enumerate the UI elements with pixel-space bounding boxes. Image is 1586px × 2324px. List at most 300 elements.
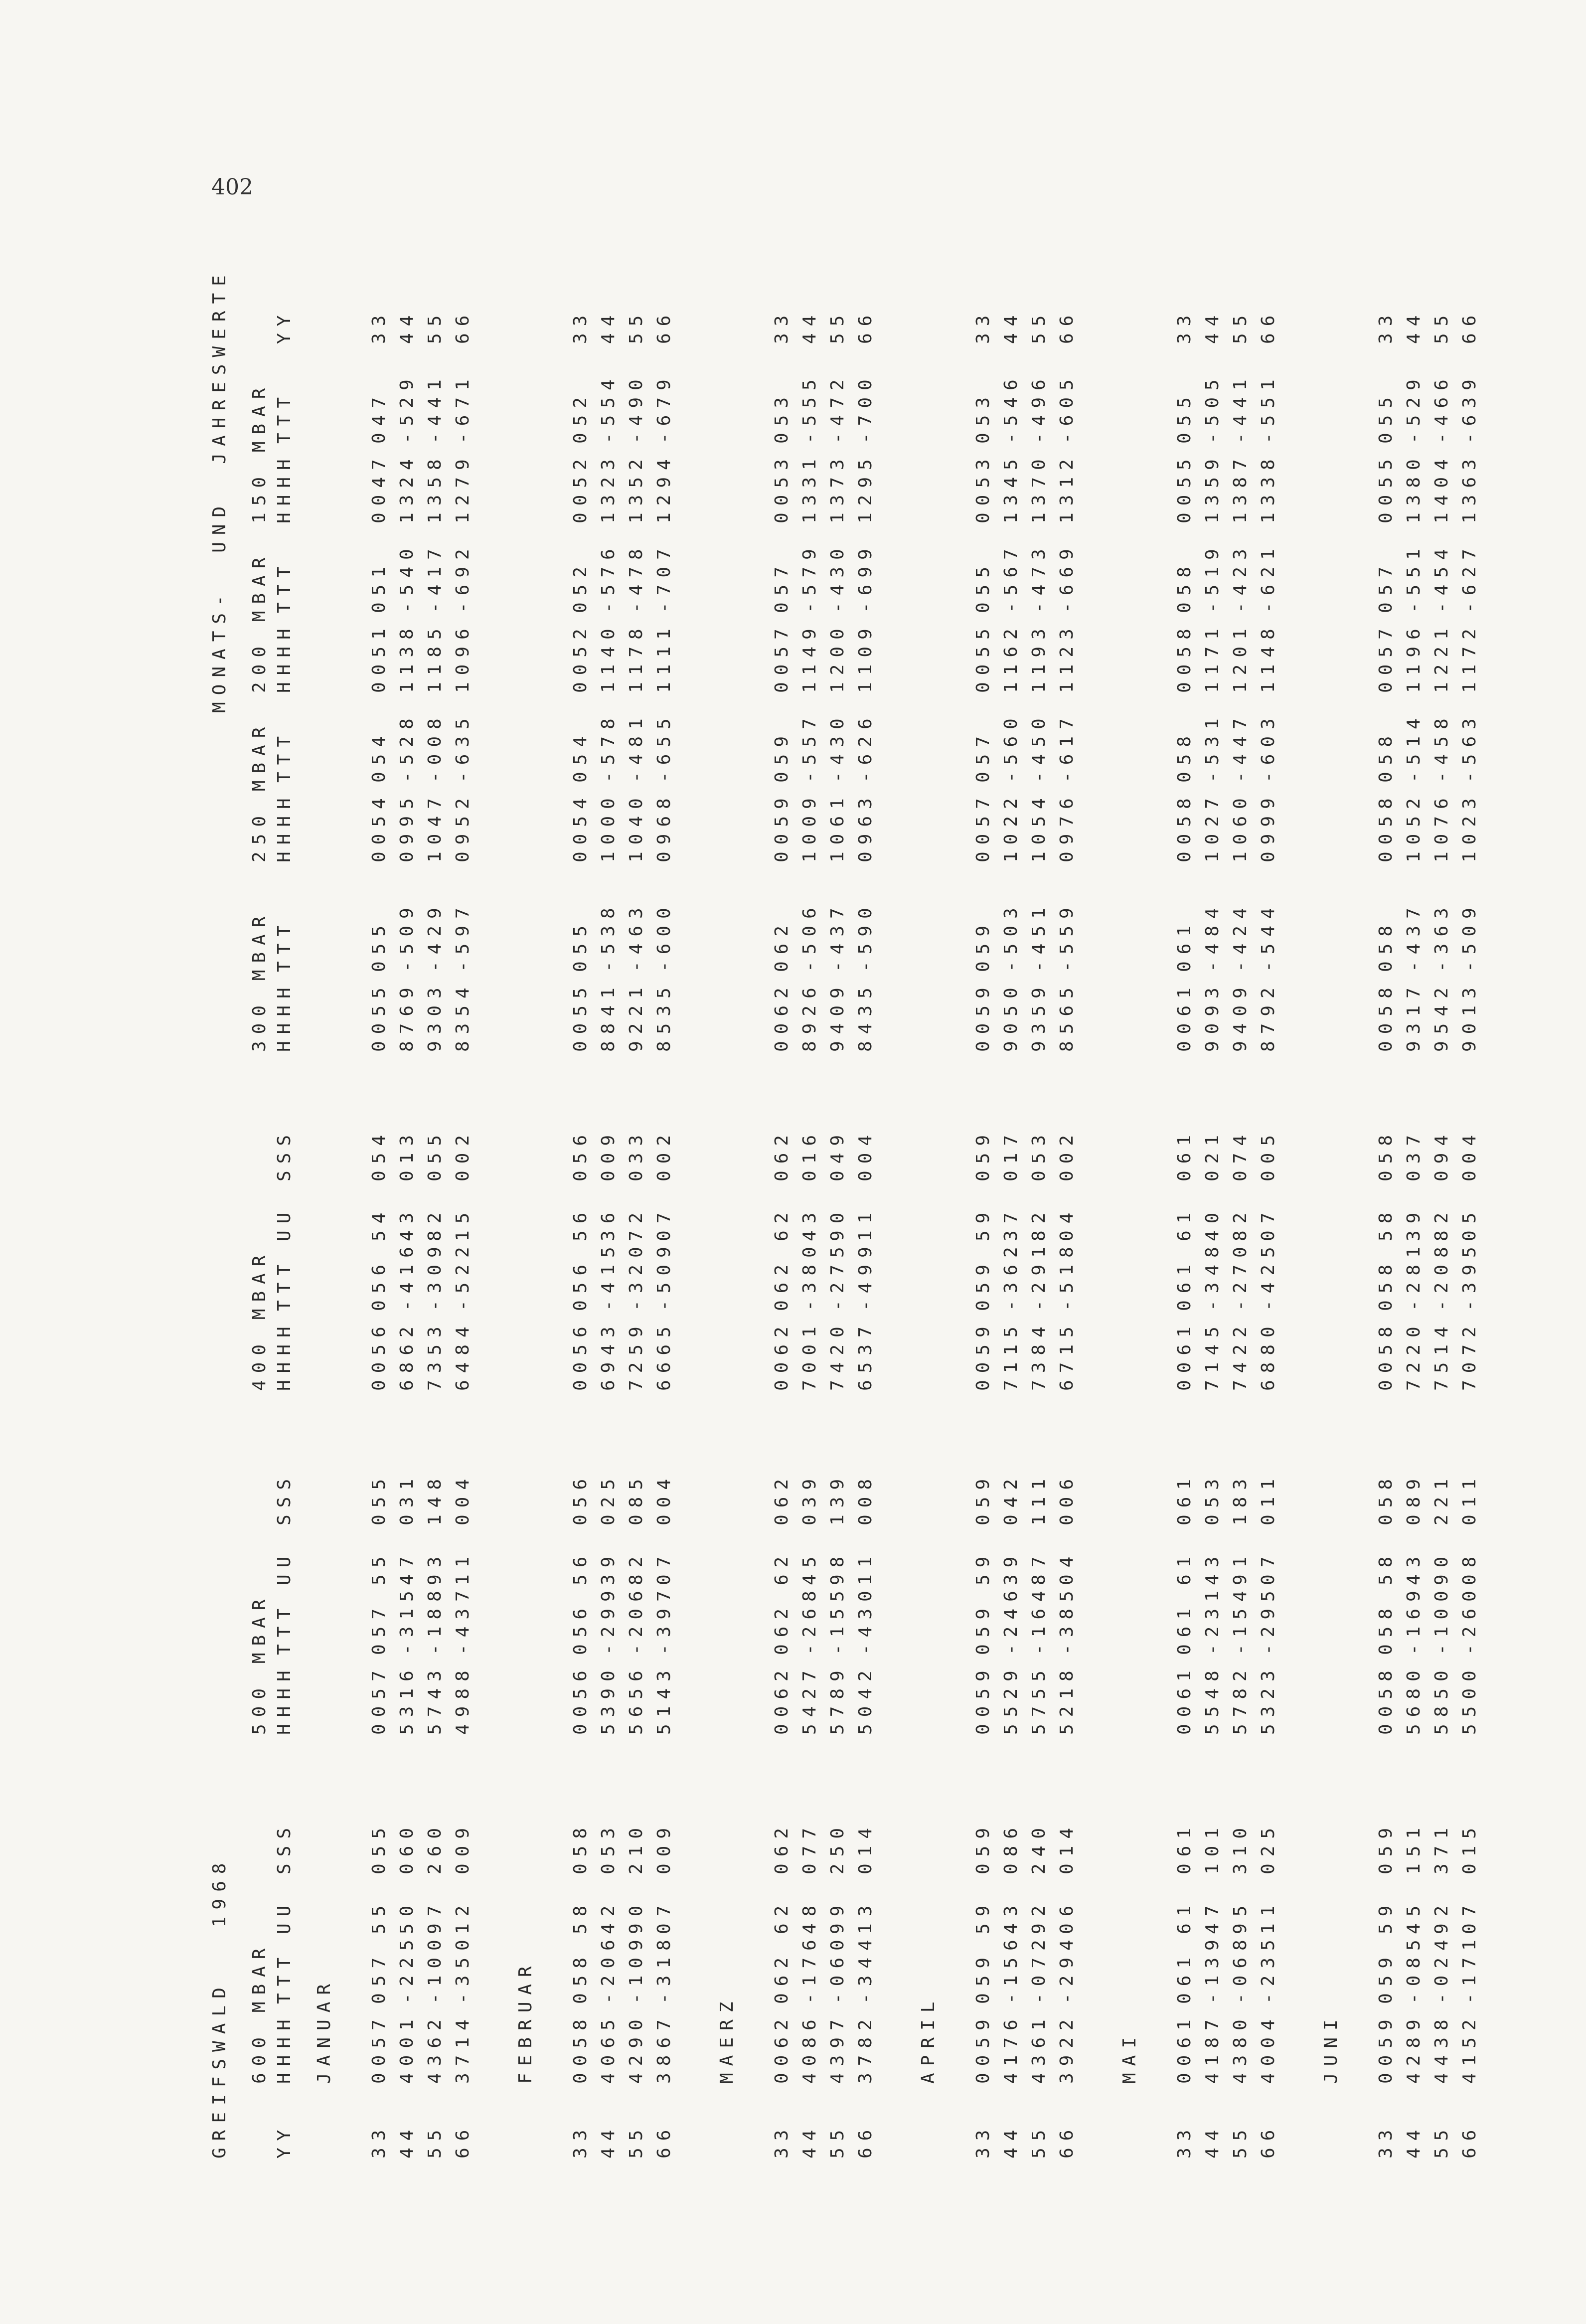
table-cell: 061: [1174, 1950, 1195, 2004]
table-cell: -072: [1029, 1933, 1049, 2004]
table-cell: -496: [1029, 372, 1049, 444]
table-cell: 7220: [1404, 1320, 1424, 1391]
table-cell: 025: [598, 1472, 619, 1525]
table-cell: 011: [1258, 1472, 1278, 1525]
row-yy-right: 66: [1459, 308, 1480, 344]
table-cell: 1294: [654, 452, 674, 523]
table-cell: -635: [453, 711, 473, 783]
table-cell: 5656: [626, 1663, 646, 1735]
table-cell: 1052: [1404, 791, 1424, 862]
table-cell: 59: [973, 1898, 993, 1934]
level-name: 150 MBAR: [249, 381, 270, 523]
table-cell: 057: [369, 1950, 389, 2004]
table-cell: -707: [654, 542, 674, 613]
table-cell: -466: [1431, 372, 1452, 444]
table-cell: 90: [827, 1205, 848, 1241]
table-cell: -679: [654, 372, 674, 444]
table-cell: -554: [598, 372, 619, 444]
row-yy-right: 66: [654, 308, 674, 344]
table-cell: -563: [1459, 711, 1480, 783]
table-cell: 61: [1174, 1549, 1195, 1585]
table-cell: 56: [570, 1205, 591, 1241]
table-cell: 59: [973, 1549, 993, 1585]
table-cell: 0052: [570, 622, 591, 693]
table-cell: -514: [1404, 711, 1424, 783]
table-cell: 1096: [453, 622, 473, 693]
table-cell: 99: [827, 1898, 848, 1934]
table-cell: 055: [425, 1128, 445, 1181]
table-cell: -538: [598, 901, 619, 972]
table-cell: 1387: [1230, 452, 1251, 523]
row-yy-right: 55: [425, 308, 445, 344]
table-cell: 97: [425, 1898, 445, 1934]
table-cell: -176: [799, 1933, 820, 2004]
table-cell: 057: [1376, 559, 1396, 613]
table-cell: -519: [1202, 542, 1223, 613]
table-cell: 062: [772, 1257, 792, 1311]
table-cell: 4004: [1258, 2012, 1278, 2084]
month-label: JUNI: [1321, 2012, 1341, 2084]
table-cell: 45: [1404, 1898, 1424, 1934]
table-cell: -551: [1258, 372, 1278, 444]
table-cell: 058: [1376, 729, 1396, 783]
row-yy: 55: [1230, 2123, 1251, 2158]
table-cell: 055: [369, 1821, 389, 1874]
table-cell: 240: [1029, 1821, 1049, 1874]
table-cell: 1363: [1459, 452, 1480, 523]
table-cell: 4361: [1029, 2012, 1049, 2084]
table-cell: -671: [453, 372, 473, 444]
table-cell: 021: [1202, 1128, 1223, 1181]
table-cell: -268: [799, 1584, 820, 1655]
table-cell: 062: [772, 1128, 792, 1181]
table-cell: 1373: [827, 452, 848, 523]
table-cell: 15: [453, 1205, 473, 1241]
table-cell: -529: [1404, 372, 1424, 444]
table-cell: -627: [1459, 542, 1480, 613]
table-cell: 059: [973, 1821, 993, 1874]
table-cell: -299: [598, 1584, 619, 1655]
table-cell: 98: [827, 1549, 848, 1585]
table-cell: 0055: [973, 622, 993, 693]
table-cell: -540: [397, 542, 417, 613]
table-cell: -546: [1001, 372, 1021, 444]
level-name: 200 MBAR: [249, 550, 270, 693]
table-cell: 371: [1431, 1821, 1452, 1874]
row-yy: 44: [799, 2123, 820, 2158]
table-cell: 4397: [827, 2012, 848, 2084]
table-cell: -344: [855, 1933, 876, 2004]
table-cell: 101: [1202, 1821, 1223, 1874]
table-cell: 031: [397, 1472, 417, 1525]
month-label: MAI: [1119, 2030, 1140, 2084]
table-cell: -560: [1001, 711, 1021, 783]
table-cell: -463: [626, 901, 646, 972]
table-cell: 042: [1001, 1472, 1021, 1525]
column-label: HHHH: [274, 2012, 295, 2084]
table-cell: 0999: [1258, 791, 1278, 862]
table-cell: 148: [425, 1472, 445, 1525]
table-cell: 250: [827, 1821, 848, 1874]
table-cell: 0059: [973, 1320, 993, 1391]
table-cell: 43: [799, 1205, 820, 1241]
table-cell: 049: [827, 1128, 848, 1181]
table-cell: -430: [827, 542, 848, 613]
row-yy-right: 66: [453, 308, 473, 344]
table-cell: -206: [626, 1584, 646, 1655]
row-yy-right: 66: [855, 308, 876, 344]
row-yy-right: 44: [799, 308, 820, 344]
table-cell: 051: [369, 559, 389, 613]
table-cell: 057: [369, 1601, 389, 1655]
table-cell: 0054: [369, 791, 389, 862]
table-cell: -437: [827, 901, 848, 972]
table-cell: -655: [654, 711, 674, 783]
level-name: 600 MBAR: [249, 1941, 270, 2084]
table-cell: 7422: [1230, 1320, 1251, 1391]
table-cell: 0061: [1174, 1320, 1195, 1391]
table-cell: 057: [973, 729, 993, 783]
table-cell: 7145: [1202, 1320, 1223, 1391]
table-cell: 07: [1258, 1549, 1278, 1585]
row-yy: 44: [1202, 2123, 1223, 2158]
table-cell: -154: [1230, 1584, 1251, 1655]
table-cell: 0056: [369, 1320, 389, 1391]
table-cell: 013: [397, 1128, 417, 1181]
table-cell: 062: [772, 1821, 792, 1874]
rotated-data-table: [209, 249, 1480, 2168]
table-cell: 055: [1376, 390, 1396, 444]
row-yy-right: 44: [1404, 308, 1424, 344]
table-cell: 0058: [1376, 1320, 1396, 1391]
table-cell: 9050: [1001, 981, 1021, 1052]
table-cell: 1345: [1001, 452, 1021, 523]
table-cell: 8841: [598, 981, 619, 1052]
table-cell: -060: [827, 1933, 848, 2004]
table-heading: MONATS- UND JAHRESWERTE: [209, 268, 230, 713]
table-cell: 58: [1376, 1205, 1396, 1241]
table-cell: 221: [1431, 1472, 1452, 1525]
table-cell: -068: [1230, 1933, 1251, 2004]
table-cell: -579: [799, 542, 820, 613]
table-cell: 0062: [772, 2012, 792, 2084]
table-cell: -246: [1001, 1584, 1021, 1655]
table-cell: 5316: [397, 1663, 417, 1735]
table-cell: -430: [827, 711, 848, 783]
table-cell: 1123: [1057, 622, 1077, 693]
table-cell: 82: [1230, 1205, 1251, 1241]
table-cell: 4152: [1459, 2012, 1480, 2084]
table-cell: -484: [1202, 901, 1223, 972]
table-cell: 055: [973, 559, 993, 613]
table-cell: 1040: [626, 791, 646, 862]
table-cell: -557: [799, 711, 820, 783]
table-cell: 5529: [1001, 1663, 1021, 1735]
table-cell: 90: [626, 1898, 646, 1934]
table-cell: 5680: [1404, 1663, 1424, 1735]
table-cell: 1358: [425, 452, 445, 523]
table-cell: 1359: [1202, 452, 1223, 523]
table-cell: 058: [1376, 1257, 1396, 1311]
table-cell: -499: [855, 1240, 876, 1311]
table-cell: 4380: [1230, 2012, 1251, 2084]
month-label: MAERZ: [717, 1994, 737, 2084]
table-cell: 82: [1029, 1205, 1049, 1241]
table-cell: 061: [1174, 1257, 1195, 1311]
table-cell: -235: [1258, 1933, 1278, 2004]
row-yy-right: 66: [1057, 308, 1077, 344]
table-cell: 11: [855, 1205, 876, 1241]
table-cell: -458: [1431, 711, 1452, 783]
table-cell: 017: [1001, 1128, 1021, 1181]
table-cell: -617: [1057, 711, 1077, 783]
column-label: TTT: [274, 729, 295, 783]
row-yy-right: 44: [397, 308, 417, 344]
table-cell: 1380: [1404, 452, 1424, 523]
table-cell: 11: [453, 1549, 473, 1585]
table-cell: 7072: [1459, 1320, 1480, 1391]
table-cell: 72: [626, 1205, 646, 1241]
table-cell: 055: [1174, 390, 1195, 444]
table-cell: 37: [1001, 1205, 1021, 1241]
level-name: 250 MBAR: [249, 720, 270, 862]
table-cell: 4438: [1431, 2012, 1452, 2084]
row-yy-right: 55: [626, 308, 646, 344]
table-cell: 43: [1001, 1898, 1021, 1934]
table-cell: 0968: [654, 791, 674, 862]
table-cell: 8926: [799, 981, 820, 1052]
table-cell: 061: [1174, 1601, 1195, 1655]
table-cell: 062: [772, 1601, 792, 1655]
table-cell: 9542: [1431, 981, 1452, 1052]
table-cell: 310: [1230, 1821, 1251, 1874]
table-cell: 82: [626, 1549, 646, 1585]
table-cell: 1221: [1431, 622, 1452, 693]
table-cell: 1370: [1029, 452, 1049, 523]
table-cell: -441: [425, 372, 445, 444]
column-label: HHHH: [274, 981, 295, 1052]
level-name: 300 MBAR: [249, 909, 270, 1052]
table-cell: 1109: [855, 622, 876, 693]
row-yy-right: 33: [570, 308, 591, 344]
table-cell: 059: [973, 1950, 993, 2004]
row-yy-right: 33: [1174, 308, 1195, 344]
table-cell: 4176: [1001, 2012, 1021, 2084]
table-cell: 058: [1376, 1128, 1396, 1181]
table-cell: 002: [453, 1128, 473, 1181]
table-cell: -555: [799, 372, 820, 444]
table-cell: -380: [799, 1240, 820, 1311]
row-yy-right: 33: [1376, 308, 1396, 344]
table-cell: 4290: [626, 2012, 646, 2084]
table-cell: 47: [1202, 1898, 1223, 1934]
table-cell: -590: [855, 901, 876, 972]
table-cell: 5143: [654, 1663, 674, 1735]
table-cell: 062: [772, 1950, 792, 2004]
table-cell: 61: [1174, 1898, 1195, 1934]
table-cell: 1162: [1001, 622, 1021, 693]
table-cell: 058: [1174, 559, 1195, 613]
table-cell: 5323: [1258, 1663, 1278, 1735]
table-cell: 4001: [397, 2012, 417, 2084]
table-cell: 0058: [1174, 622, 1195, 693]
table-cell: 004: [654, 1472, 674, 1525]
table-cell: 111: [1029, 1472, 1049, 1525]
table-cell: 7001: [799, 1320, 820, 1391]
table-cell: 0056: [570, 1320, 591, 1391]
table-cell: -270: [1230, 1240, 1251, 1311]
table-cell: 005: [1258, 1128, 1278, 1181]
table-cell: 13: [855, 1898, 876, 1934]
table-cell: 07: [1459, 1898, 1480, 1934]
table-cell: 3714: [453, 2012, 473, 2084]
table-cell: 1111: [654, 622, 674, 693]
table-cell: 8769: [397, 981, 417, 1052]
row-yy: 33: [1174, 2123, 1195, 2158]
row-yy: 33: [1376, 2123, 1396, 2158]
table-cell: 210: [626, 1821, 646, 1874]
table-cell: 5042: [855, 1663, 876, 1735]
column-label: UU: [274, 1898, 295, 1934]
table-cell: 0058: [1174, 791, 1195, 862]
table-cell: 5789: [827, 1663, 848, 1735]
table-cell: 9303: [425, 981, 445, 1052]
table-cell: 43: [397, 1205, 417, 1241]
table-cell: 4065: [598, 2012, 619, 2084]
column-label: SSS: [274, 1472, 295, 1525]
column-label: SSS: [274, 1128, 295, 1181]
table-cell: -100: [1431, 1584, 1452, 1655]
table-cell: -315: [397, 1584, 417, 1655]
table-cell: 3782: [855, 2012, 876, 2084]
table-cell: -281: [1404, 1240, 1424, 1311]
table-cell: 004: [453, 1472, 473, 1525]
table-cell: 0055: [1174, 452, 1195, 523]
table-cell: 1295: [855, 452, 876, 523]
station-title: GREIFSWALD 1968: [209, 1856, 230, 2158]
table-cell: 8535: [654, 981, 674, 1052]
table-cell: 058: [1376, 1601, 1396, 1655]
table-cell: 0055: [1376, 452, 1396, 523]
table-cell: 0061: [1174, 1663, 1195, 1735]
table-cell: 039: [799, 1472, 820, 1525]
row-yy-right: 44: [1202, 308, 1223, 344]
row-yy: 33: [369, 2123, 389, 2158]
table-cell: 1338: [1258, 452, 1278, 523]
table-cell: 011: [1459, 1472, 1480, 1525]
row-yy: 66: [654, 2123, 674, 2158]
table-cell: -473: [1029, 542, 1049, 613]
table-cell: 59: [1376, 1898, 1396, 1934]
table-cell: 9013: [1459, 981, 1480, 1052]
row-yy: 66: [855, 2123, 876, 2158]
table-cell: 056: [369, 1257, 389, 1311]
row-yy: 33: [772, 2123, 792, 2158]
table-cell: 0059: [973, 981, 993, 1052]
table-cell: 39: [598, 1549, 619, 1585]
table-cell: 54: [369, 1205, 389, 1241]
row-yy-right: 55: [1230, 308, 1251, 344]
table-cell: -699: [855, 542, 876, 613]
table-cell: 062: [772, 1472, 792, 1525]
column-label: TTT: [274, 1601, 295, 1655]
table-cell: 085: [626, 1472, 646, 1525]
table-cell: 053: [772, 390, 792, 444]
yy-column-label: YY: [274, 2123, 295, 2158]
table-cell: 053: [973, 390, 993, 444]
table-cell: -206: [598, 1933, 619, 2004]
level-name: 400 MBAR: [249, 1248, 270, 1391]
table-cell: -490: [626, 372, 646, 444]
row-yy: 66: [453, 2123, 473, 2158]
table-cell: -294: [1057, 1933, 1077, 2004]
table-cell: 077: [799, 1821, 820, 1874]
table-cell: -417: [425, 542, 445, 613]
table-cell: 086: [1001, 1821, 1021, 1874]
table-cell: 9317: [1404, 981, 1424, 1052]
table-cell: 1324: [397, 452, 417, 523]
table-cell: 0952: [453, 791, 473, 862]
table-cell: 93: [425, 1549, 445, 1585]
table-cell: 054: [369, 729, 389, 783]
row-yy-right: 55: [1029, 308, 1049, 344]
table-cell: 07: [654, 1205, 674, 1241]
table-cell: 139: [827, 1472, 848, 1525]
table-cell: 0057: [1376, 622, 1396, 693]
table-cell: 05: [1459, 1205, 1480, 1241]
table-cell: 07: [1258, 1205, 1278, 1241]
table-cell: 004: [1459, 1128, 1480, 1181]
table-cell: 04: [1057, 1205, 1077, 1241]
table-cell: -700: [855, 372, 876, 444]
column-label: TTT: [274, 918, 295, 972]
table-cell: 016: [799, 1128, 820, 1181]
table-cell: 004: [855, 1128, 876, 1181]
table-cell: 39: [1001, 1549, 1021, 1585]
table-cell: 0053: [973, 452, 993, 523]
table-cell: 95: [1230, 1898, 1251, 1934]
row-yy-right: 44: [1001, 308, 1021, 344]
table-cell: 052: [570, 559, 591, 613]
table-cell: 08: [1459, 1549, 1480, 1585]
table-cell: 058: [570, 1950, 591, 2004]
table-cell: 4289: [1404, 2012, 1424, 2084]
table-cell: 008: [855, 1472, 876, 1525]
column-label: TTT: [274, 1257, 295, 1311]
table-cell: 9093: [1202, 981, 1223, 1052]
month-label: FEBRUAR: [515, 1959, 536, 2084]
table-cell: 1149: [799, 622, 820, 693]
table-cell: 7115: [1001, 1320, 1021, 1391]
table-cell: 5427: [799, 1663, 820, 1735]
table-cell: 62: [772, 1898, 792, 1934]
table-cell: 0061: [1174, 2012, 1195, 2084]
row-yy: 55: [827, 2123, 848, 2158]
row-yy-right: 55: [827, 308, 848, 344]
table-cell: 8565: [1057, 981, 1077, 1052]
table-cell: -362: [1001, 1240, 1021, 1311]
table-cell: 6715: [1057, 1320, 1077, 1391]
table-cell: 11: [1258, 1898, 1278, 1934]
table-cell: 3922: [1057, 2012, 1077, 2084]
table-cell: -429: [425, 901, 445, 972]
table-cell: 0057: [369, 1663, 389, 1735]
table-cell: 43: [1202, 1549, 1223, 1585]
table-cell: -363: [1431, 901, 1452, 972]
table-cell: 82: [1431, 1205, 1452, 1241]
table-cell: 87: [1029, 1549, 1049, 1585]
table-cell: 0976: [1057, 791, 1077, 862]
